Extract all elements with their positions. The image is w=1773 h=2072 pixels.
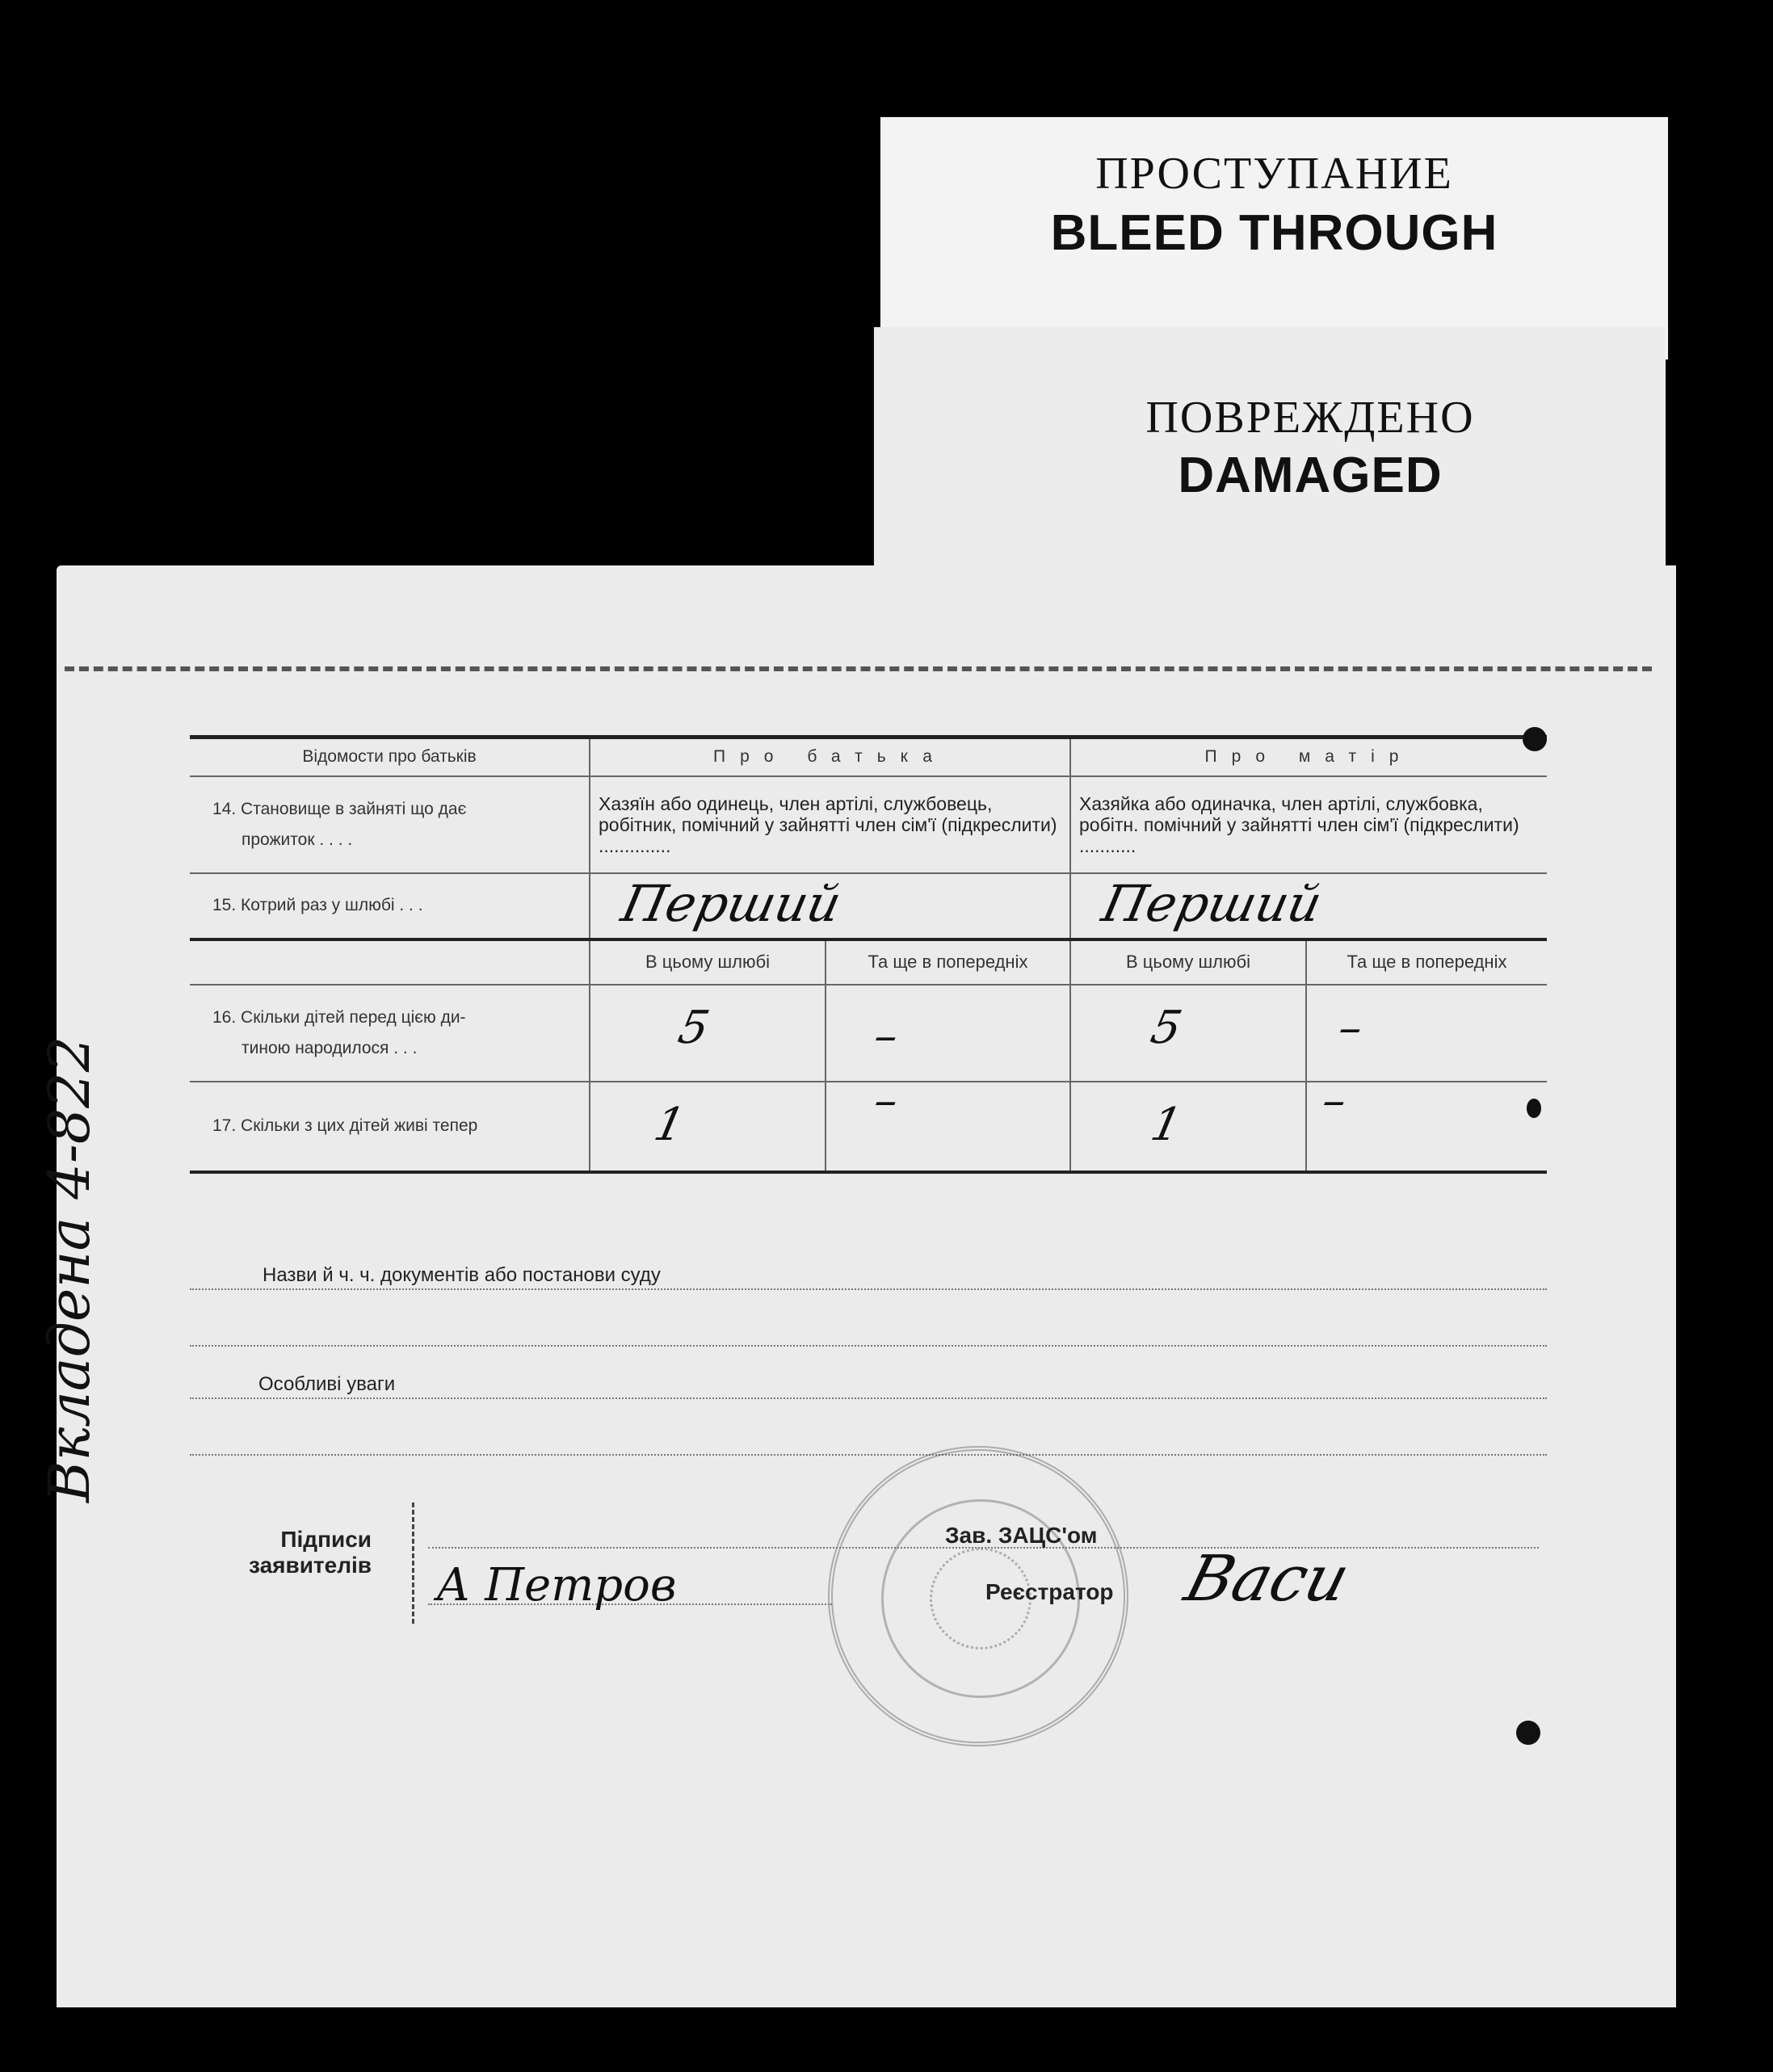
mother-previous-header: Та ще в попередніх [1306, 939, 1547, 985]
punch-hole [1527, 1099, 1541, 1118]
q17-mother-this [1070, 1082, 1306, 1172]
punch-hole [1516, 1721, 1540, 1745]
damaged-en-label: DAMAGED [1178, 448, 1443, 503]
bleed-en-label: BLEED THROUGH [1050, 205, 1498, 261]
q17-mother-prev [1306, 1074, 1547, 1172]
header-parents-info: Відомости про батьків [190, 738, 590, 776]
perforation-line [65, 666, 1652, 671]
q16-mother-this [1070, 985, 1306, 1082]
registration-form-page [36, 565, 1676, 2007]
q14-label-line1: 14. Становище в зайняті що дає [212, 799, 467, 818]
q16-father-this [590, 985, 826, 1082]
header-father: Про батька [590, 738, 1070, 776]
header-mother: Про матір [1070, 738, 1547, 776]
q17-father-this-value: 1 [649, 1098, 690, 1151]
margin-handwritten-note: Вкладена 4-822 [36, 1036, 103, 1503]
registrar-label: Реєстратор [985, 1579, 1114, 1604]
q16-header-spacer [190, 939, 590, 985]
registrar-signature: Васи [1177, 1543, 1357, 1616]
q17-label: 17. Скільки з цих дітей живі тепер [190, 1082, 590, 1172]
q15-mother-cell [1070, 873, 1547, 939]
q16-label [190, 985, 590, 1082]
head-label: Зав. ЗАЦС'ом [945, 1523, 1098, 1548]
applicants-label-line1: Підписи [280, 1527, 372, 1552]
q14-father-note: Хазяїн або одинець, член артілі, службовець, робітник, помічний у зайнятті член сім'ї (підкреслити) .............. [590, 776, 1070, 873]
father-in-this-marriage-header: В цьому шлюбі [590, 939, 826, 985]
q17-mother-this-value: 1 [1146, 1098, 1187, 1151]
q17-father-prev-value: – [869, 1074, 903, 1127]
q16-mother-this-value: 5 [1146, 1001, 1187, 1054]
q16-mother-prev-value: – [1334, 1001, 1368, 1054]
q17-father-this [590, 1082, 826, 1172]
q16-label-line1: 16. Скільки дітей перед цією ди- [212, 1007, 466, 1027]
q16-label-line2: тиною народилося . . . [242, 1038, 418, 1057]
q17-father-prev [826, 1074, 1070, 1172]
q14-label [190, 776, 590, 873]
damaged-ru-label: ПОВРЕЖДЕНО [1145, 393, 1475, 443]
q17-mother-prev-value: – [1317, 1074, 1351, 1127]
mother-in-this-marriage-header: В цьому шлюбі [1070, 939, 1306, 985]
q14-mother-note: Хазяйка або одиначка, член артілі, службовка, робітн. помічний у зайнятті член сім'ї (підкреслити) ........... [1070, 776, 1547, 873]
q16-father-prev [826, 985, 1070, 1082]
damaged-tag [874, 327, 1666, 586]
punch-hole [1523, 727, 1547, 751]
father-previous-header: Та ще в попередніх [826, 939, 1070, 985]
bleed-through-tag [880, 117, 1668, 359]
q16-father-prev-value: – [869, 1009, 903, 1062]
q15-father-cell [590, 873, 1070, 939]
applicants-label-line2: заявителів [249, 1553, 372, 1578]
parents-info-table [190, 735, 1547, 1174]
bleed-ru-label: ПРОСТУПАНИЕ [1095, 149, 1453, 199]
applicants-signatures-label [226, 1527, 372, 1578]
q14-label-line2: прожиток . . . . [242, 830, 353, 849]
applicant-signature: А Петров [436, 1559, 677, 1612]
documents-label: Назви й ч. ч. документів або постанови суду [263, 1264, 667, 1287]
q15-mother-handwriting: Перший [1097, 873, 1327, 933]
q15-label: 15. Котрий раз у шлюбі . . . [190, 873, 590, 939]
q16-father-this-value: 5 [674, 1001, 714, 1054]
remarks-label: Особливі уваги [258, 1373, 401, 1396]
q15-father-handwriting: Перший [616, 873, 847, 933]
q16-mother-prev [1306, 985, 1547, 1082]
